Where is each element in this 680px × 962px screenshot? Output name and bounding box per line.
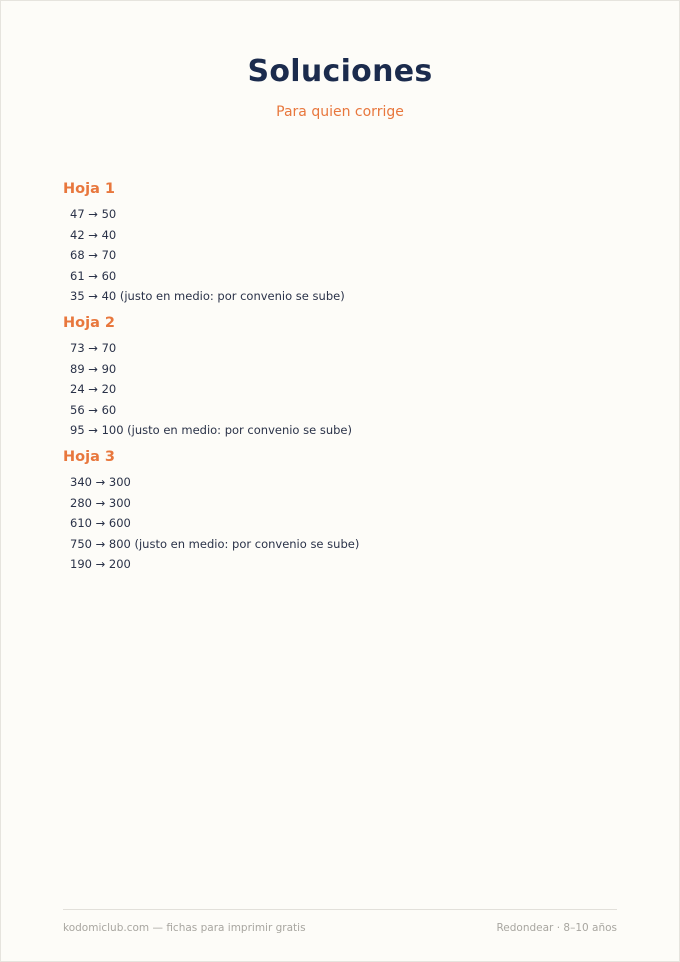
answer-item: 68 → 70 (70, 248, 117, 263)
page-footer (63, 909, 617, 936)
section-heading: Hoja 2 (63, 314, 115, 331)
answer-item: 35 → 40 (justo en medio: por convenio se sube) (70, 289, 345, 304)
answer-item: 42 → 40 (70, 227, 117, 242)
page-title: Soluciones (247, 54, 433, 89)
section-heading: Hoja 1 (63, 181, 115, 197)
answer-item: 95 → 100 (justo en medio: por convenio se sube) (70, 423, 352, 438)
answer-item: 89 → 90 (70, 361, 117, 376)
answer-item: 24 → 20 (70, 382, 117, 397)
section-heading: Hoja 3 (63, 448, 115, 465)
footer-topic-label: Redondear · 8–10 años (496, 922, 617, 934)
answer-list (63, 472, 623, 575)
answer-item: 750 → 800 (justo en medio: por convenio se sube) (70, 536, 360, 551)
section-hoja-2 (63, 313, 623, 441)
answer-item: 280 → 300 (70, 495, 131, 510)
answer-list (63, 338, 623, 441)
answer-item: 56 → 60 (70, 402, 117, 417)
section-hoja-1 (63, 179, 623, 307)
section-hoja-3 (63, 447, 623, 575)
solutions-content (63, 179, 623, 581)
answer-item: 190 → 200 (70, 557, 131, 572)
answer-item: 340 → 300 (70, 474, 131, 489)
page-subtitle: Para quien corrige (276, 104, 404, 120)
answer-item: 47 → 50 (70, 207, 117, 221)
answer-item: 73 → 70 (70, 340, 117, 355)
footer-site-credit: kodomiclub.com — fichas para imprimir gratis (63, 922, 306, 934)
answer-list (63, 204, 623, 307)
answer-item: 61 → 60 (70, 268, 117, 283)
answer-item: 610 → 600 (70, 516, 131, 531)
